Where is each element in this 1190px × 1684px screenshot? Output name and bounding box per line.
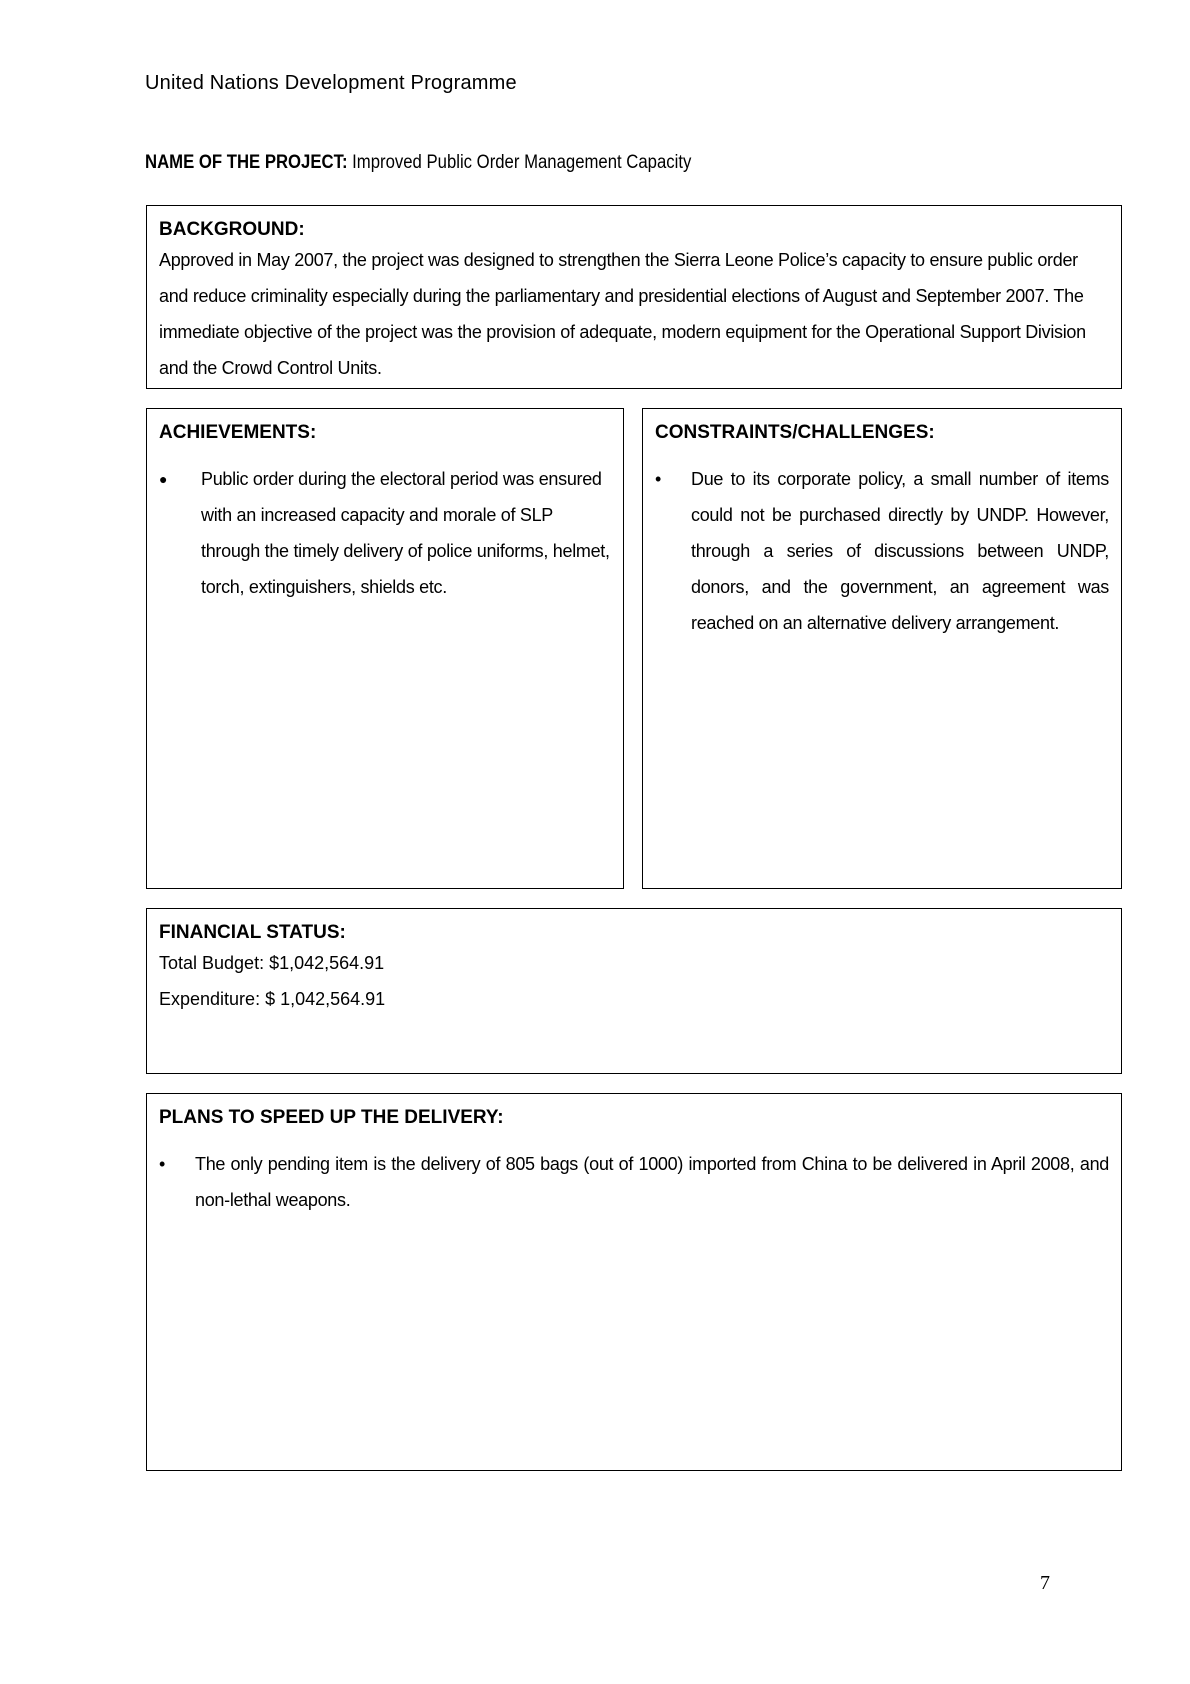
project-name-value: Improved Public Order Management Capacity — [352, 152, 692, 173]
project-name-line — [145, 152, 691, 174]
achievements-title: ACHIEVEMENTS: — [159, 422, 317, 443]
plans-title: PLANS TO SPEED UP THE DELIVERY: — [159, 1107, 504, 1128]
expenditure: Expenditure: $ 1,042,564.91 — [159, 989, 386, 1009]
constraints-box — [642, 408, 1122, 889]
financial-status-box — [146, 908, 1122, 1074]
project-name-label: NAME OF THE PROJECT: — [145, 152, 348, 173]
constraints-item-text: Due to its corporate policy, a small number of items could not be purchased directly by UNDP. However, through a series of discussions between UNDP, donors, and the government, an agreement was reached on an alternative delivery arrangement. — [691, 469, 1109, 633]
bullet-icon: • — [159, 1154, 166, 1174]
achievements-list-item — [159, 461, 611, 605]
plans-box — [146, 1093, 1122, 1471]
achievements-box — [146, 408, 624, 889]
achievements-item-text: Public order during the electoral period was ensured with an increased capacity and morale of SLP through the timely delivery of police uniforms, helmet, torch, extinguishers, shields etc. — [201, 469, 610, 597]
constraints-title: CONSTRAINTS/CHALLENGES: — [655, 422, 935, 443]
page-number: 7 — [1040, 1572, 1050, 1594]
background-box — [146, 205, 1122, 389]
background-title: BACKGROUND: — [159, 219, 305, 240]
organization-header: United Nations Development Programme — [145, 72, 517, 94]
total-budget: Total Budget: $1,042,564.91 — [159, 953, 385, 973]
financial-status-title: FINANCIAL STATUS: — [159, 922, 346, 943]
background-text: Approved in May 2007, the project was designed to strengthen the Sierra Leone Police’s capacity to ensure public order and reduce criminality especially during the parliamentary and presidential elections of August and September 2007. The immediate objective of the project was the provision of adequate, modern equipment for the Operational Support Division and the Crowd Control Units. — [159, 250, 1086, 378]
plans-list-item — [159, 1146, 1109, 1218]
bullet-icon: • — [655, 469, 662, 489]
bullet-icon: ● — [159, 471, 168, 487]
constraints-list-item — [655, 461, 1109, 641]
plans-item-text: The only pending item is the delivery of 805 bags (out of 1000) imported from China to be delivered in April 2008, and non-lethal weapons. — [195, 1154, 1109, 1210]
